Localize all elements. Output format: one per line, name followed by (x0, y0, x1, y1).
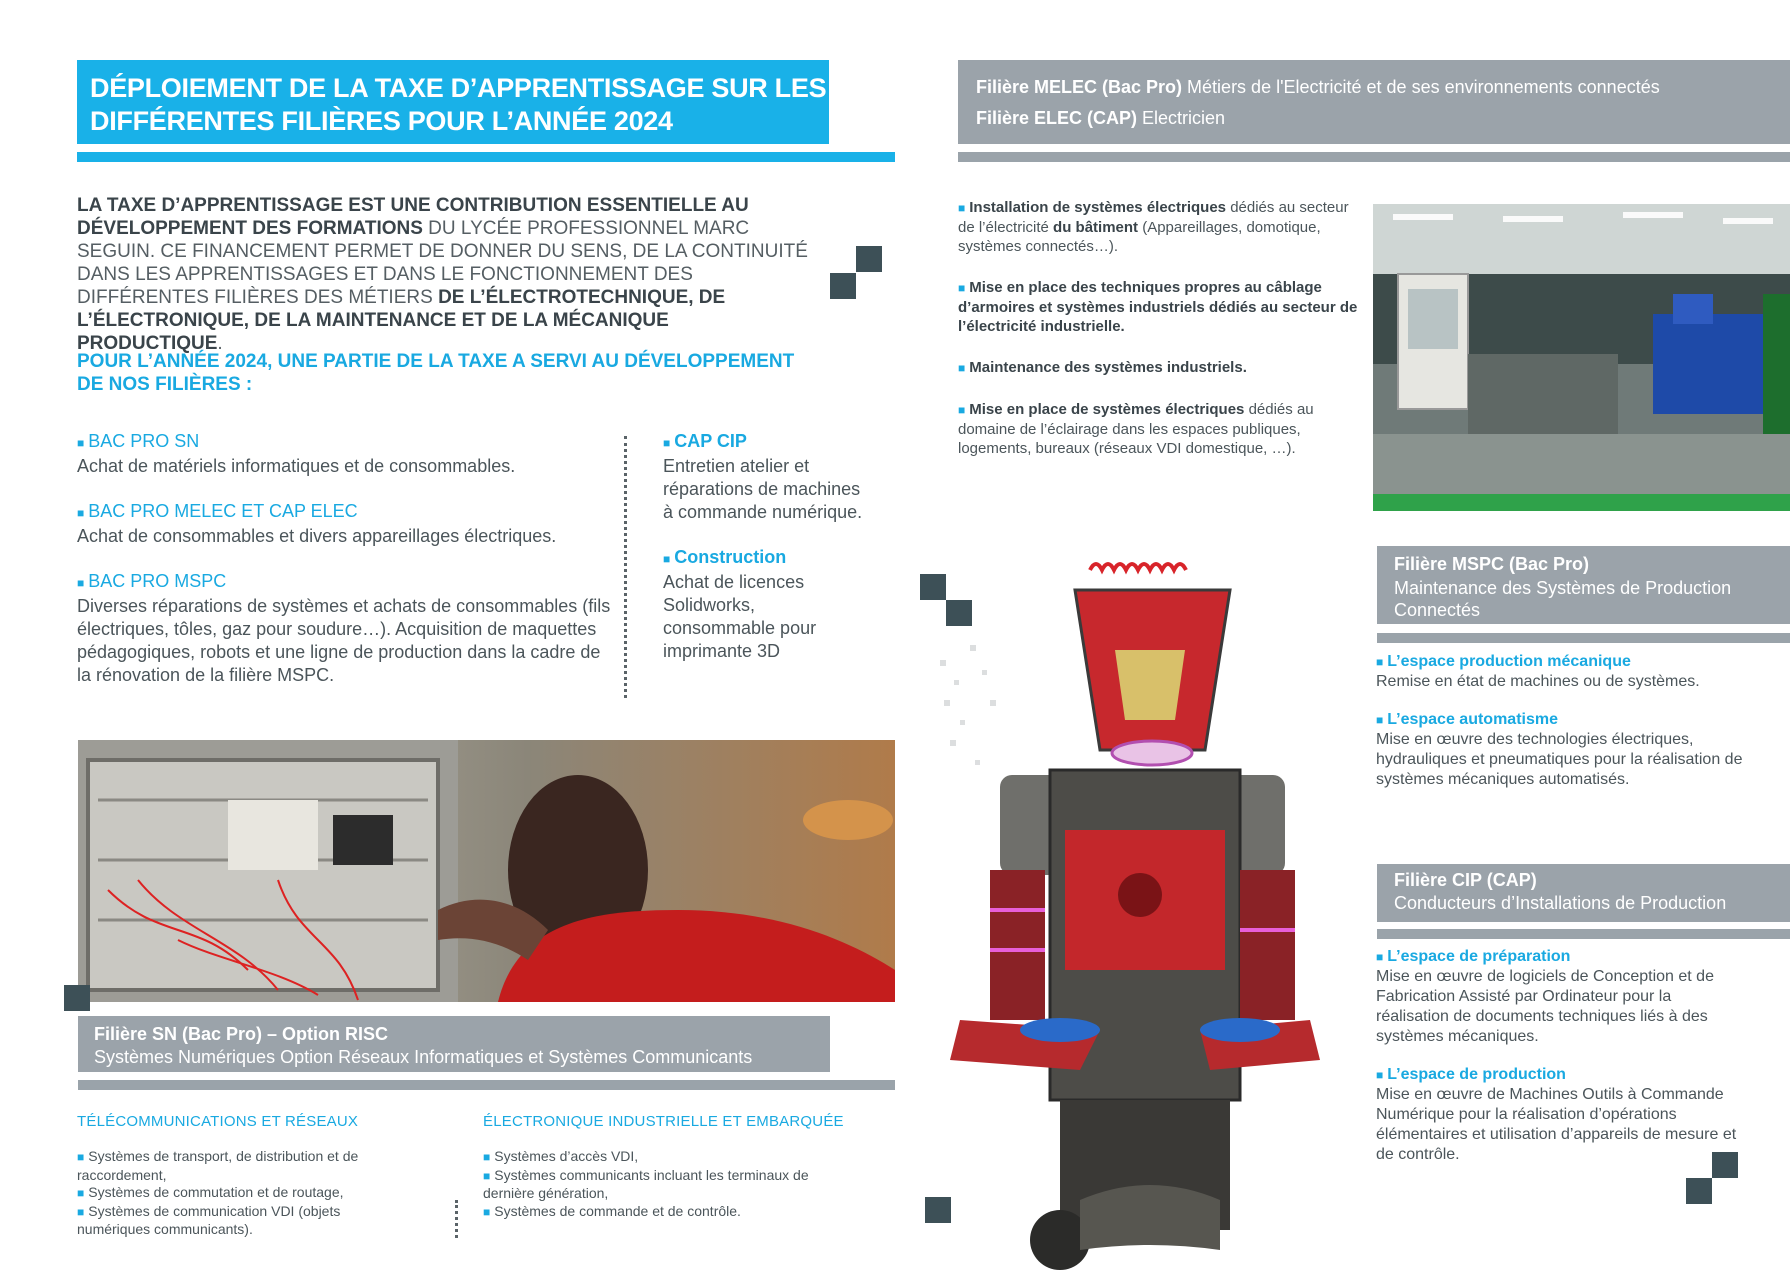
cip-title-bar (1377, 864, 1790, 922)
sn-title-bar (78, 1016, 830, 1072)
melec-list (958, 198, 1358, 480)
title-line-1: DÉPLOIEMENT DE LA TAXE D’APPRENTISSAGE SUR LES (90, 73, 827, 103)
deco-square (1712, 1152, 1738, 1178)
list-item: ■ Installation de systèmes électriques dédiés au secteur de l’électricité du bâtiment (Appareillages, domotique, systèmes connectés…). (958, 199, 1349, 255)
sn-underline (78, 1080, 895, 1090)
list-item-heading: ■ L’espace automatisme (1376, 711, 1558, 728)
cip-subtitle: Conducteurs d’Installations de Production (1394, 893, 1727, 913)
sn-title: Filière SN (Bac Pro) – Option RISC (94, 1024, 389, 1044)
cip-list (1376, 947, 1746, 1165)
list-item-text: Mise en œuvre des technologies électriques, hydrauliques et pneumatiques pour la réalisation de systèmes mécaniques automatisés. (1376, 731, 1743, 788)
deco-square (64, 985, 90, 1011)
sn-subtitle: Systèmes Numériques Option Réseaux Informatiques et Systèmes Communicants (94, 1047, 753, 1067)
bullet-icon: ■ (1376, 950, 1384, 964)
intro-bold-2: DE L’ÉLECTROTECHNIQUE, DE L’ÉLECTRONIQUE, DE LA MAINTENANCE ET DE LA MÉCANIQUE PRODUCTIQUE (77, 287, 726, 354)
bullet-icon: ■ (663, 552, 671, 566)
list-item: ■ Systèmes de commande et de contrôle. (483, 1202, 741, 1219)
list-item-heading: ■ CAP CIP (663, 431, 747, 451)
melec-underline (958, 152, 1790, 162)
workshop-illustration (1373, 204, 1790, 511)
student-wiring-illustration (78, 740, 895, 1002)
bullet-icon: ■ (77, 1186, 85, 1200)
list-item-text: Achat de licences Solidworks, consommable pour imprimante 3D (663, 572, 817, 661)
robot-sculpture-image (930, 550, 1320, 1276)
bullet-icon: ■ (1376, 1068, 1384, 1082)
list-item-text: Remise en état de machines ou de systèmes. (1376, 673, 1700, 690)
deco-square (830, 273, 856, 299)
list-item-heading: ■ L’espace de préparation (1376, 948, 1571, 965)
bullet-icon: ■ (77, 576, 85, 590)
bullet-icon: ■ (77, 1150, 85, 1164)
bullet-icon: ■ (958, 201, 966, 215)
list-item: ■ Systèmes d’accès VDI, (483, 1148, 639, 1164)
melec-line-1: Filière MELEC (Bac Pro) Métiers de l'Electricité et de ses environnements connectés (976, 77, 1660, 97)
cip-title: Filière CIP (CAP) (1394, 870, 1537, 890)
list-item-text: Mise en œuvre de Machines Outils à Commande Numérique pour la réalisation d’opérations élémentaires et utilisation d’appareils de mesure et de contrôle. (1376, 1086, 1737, 1163)
list-item-heading: ■ BAC PRO SN (77, 431, 200, 451)
list-item-text: Diverses réparations de systèmes et achats de consommables (fils électriques, tôles, gaz pour soudure…). Acquisition de maquettes pédagogiques, robots et une ligne de production dans la cadre de la rénovation de la filière MSPC. (77, 596, 611, 685)
bullet-icon: ■ (77, 1204, 85, 1219)
intro-end: . (217, 333, 223, 354)
list-item-text: Achat de consommables et divers appareillages électriques. (77, 526, 557, 546)
dotted-divider (455, 1200, 458, 1238)
workshop-photo (1373, 204, 1790, 511)
sn-col2-heading: ÉLECTRONIQUE INDUSTRIELLE ET EMBARQUÉE (483, 1113, 844, 1130)
bullet-icon: ■ (483, 1150, 491, 1164)
intro-bold-1: LA TAXE D’APPRENTISSAGE EST UNE CONTRIBUTION ESSENTIELLE AU DÉVELOPPEMENT DES FORMATIONS (77, 195, 749, 239)
robot-illustration (930, 550, 1320, 1276)
bullet-icon: ■ (958, 403, 966, 417)
deco-square (1686, 1178, 1712, 1204)
list-item: ■ Systèmes de communication VDI (objets numériques communicants). (77, 1202, 341, 1237)
cip-underline (1377, 929, 1790, 939)
intro-highlight: POUR L’ANNÉE 2024, UNE PARTIE DE LA TAXE A SERVI AU DÉVELOPPEMENT DE NOS FILIÈRES : (77, 351, 795, 395)
funding-list-right (663, 430, 863, 663)
sn-col2-list (483, 1148, 863, 1221)
list-item: ■ Mise en place des techniques propres au câblage d’armoires et systèmes industriels dédiés au secteur de l’électricité industrielle. (958, 279, 1358, 335)
list-item: ■ Mise en place de systèmes électriques dédiés au domaine de l’éclairage dans les espaces publiques, logements, bureaux (réseaux VDI domestique, …). (958, 401, 1314, 457)
sn-col1-heading: TÉLÉCOMMUNICATIONS ET RÉSEAUX (77, 1113, 359, 1130)
bullet-icon: ■ (958, 361, 966, 375)
bullet-icon: ■ (77, 436, 85, 450)
funding-list-left (77, 430, 617, 687)
list-item-text: Mise en œuvre de logiciels de Conception et de Fabrication Assisté par Ordinateur pour la réalisation de documents techniques liés à des systèmes mécaniques. (1376, 968, 1714, 1045)
intro-text-1: DU LYCÉE PROFESSIONNEL MARC SEGUIN. CE FINANCEMENT PERMET DE DONNER DU SENS, DE LA CONTINUITÉ DANS LES APPRENTISSAGES ET DANS LE FONCTIONNEMENT DES DIFFÉRENTES FILIÈRES DES MÉTIERS (77, 218, 808, 308)
bullet-icon: ■ (483, 1168, 491, 1183)
list-item-text: Achat de matériels informatiques et de consommables. (77, 456, 516, 476)
list-item-heading: ■ L’espace production mécanique (1376, 653, 1631, 670)
mspc-subtitle: Maintenance des Systèmes de Production Connectés (1394, 578, 1732, 620)
student-wiring-photo (78, 740, 895, 1002)
list-item-heading: ■ L’espace de production (1376, 1066, 1566, 1083)
mspc-title-bar (1377, 546, 1790, 624)
bullet-icon: ■ (1376, 713, 1384, 727)
melec-title-bar (958, 60, 1790, 144)
list-item: ■ Maintenance des systèmes industriels. (958, 359, 1247, 376)
mspc-underline (1377, 633, 1790, 643)
title-banner (77, 60, 829, 144)
list-item: ■ Systèmes de transport, de distribution et de raccordement, (77, 1148, 359, 1183)
mspc-title: Filière MSPC (Bac Pro) (1394, 554, 1590, 574)
bullet-icon: ■ (663, 436, 671, 450)
bullet-icon: ■ (77, 506, 85, 520)
mspc-list (1376, 652, 1746, 790)
dotted-divider (624, 436, 627, 698)
intro-paragraph (77, 194, 817, 355)
bullet-icon: ■ (483, 1204, 491, 1219)
deco-square (856, 246, 882, 272)
melec-line-2: Filière ELEC (CAP) Electricien (976, 108, 1226, 128)
sn-col1-list (77, 1148, 417, 1239)
list-item-heading: ■ BAC PRO MSPC (77, 571, 227, 591)
list-item: ■ Systèmes de commutation et de routage, (77, 1184, 344, 1200)
list-item-text: Entretien atelier et réparations de machines à commande numérique. (663, 456, 863, 522)
title-underline (77, 152, 895, 162)
bullet-icon: ■ (1376, 655, 1384, 669)
bullet-icon: ■ (958, 281, 966, 295)
title-line-2: DIFFÉRENTES FILIÈRES POUR L’ANNÉE 2024 (90, 106, 673, 136)
list-item: ■ Systèmes communicants incluant les terminaux de dernière génération, (483, 1166, 809, 1201)
list-item-heading: ■ BAC PRO MELEC ET CAP ELEC (77, 501, 358, 521)
list-item-heading: ■ Construction (663, 547, 787, 567)
